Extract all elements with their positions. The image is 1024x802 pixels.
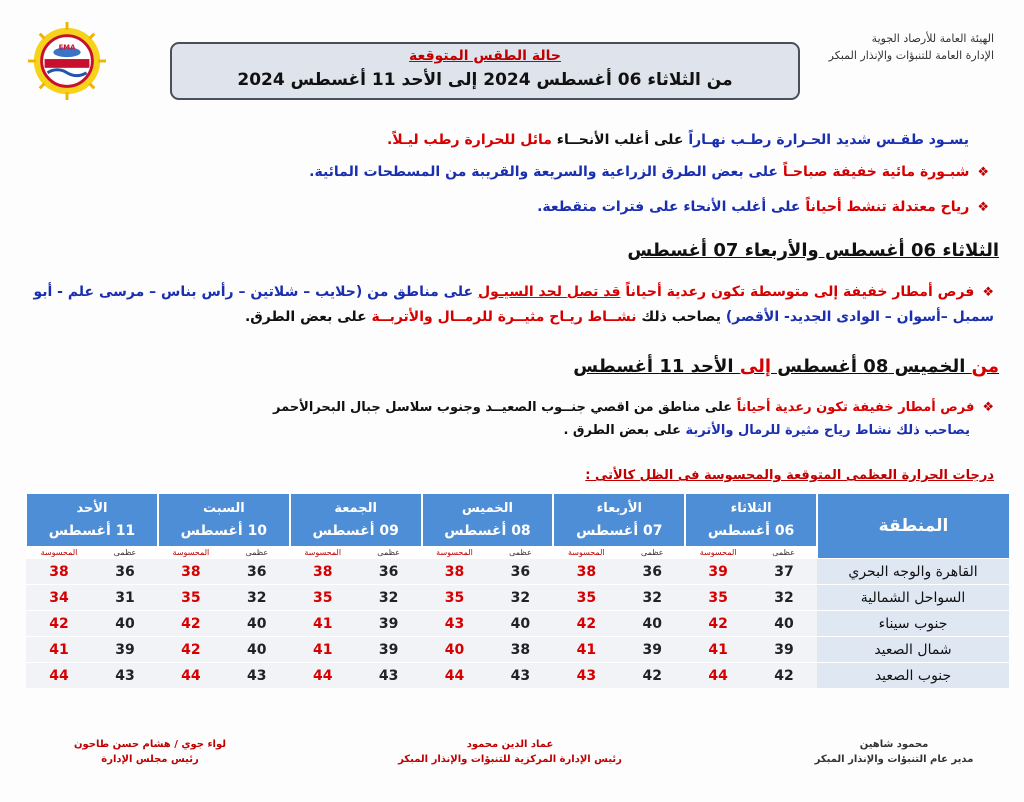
feel-temp-cell: 39 bbox=[685, 559, 751, 585]
summary-line-2 bbox=[29, 159, 989, 186]
feel-temp-cell: 41 bbox=[26, 637, 92, 663]
max-temp-cell: 39 bbox=[92, 637, 158, 663]
signature-name: عماد الدين محمود bbox=[466, 739, 554, 750]
s2-part-c: يصاحب ذلك نشاط رياح مثيرة للرمال والأتربة bbox=[685, 423, 970, 438]
s1-part-e: نشــاط ريـاح مثيــرة للرمــال والأتربــة bbox=[371, 309, 637, 325]
summary-line-1 bbox=[9, 127, 969, 153]
feel-temp-cell: 38 bbox=[26, 559, 92, 585]
signature-title: رئيس الإدارة المركزية للتنبؤات والإنذار المبكر bbox=[398, 754, 622, 765]
max-temp-cell: 40 bbox=[224, 637, 290, 663]
signature-title: رئيس مجلس الإدارة bbox=[101, 754, 199, 765]
feel-temp-cell: 35 bbox=[158, 585, 224, 611]
max-temp-cell: 43 bbox=[356, 663, 422, 689]
day-header: الجمعة 09 أغسطس bbox=[290, 494, 422, 546]
feel-temp-cell: 42 bbox=[26, 611, 92, 637]
sub-header-max: عظمى bbox=[92, 546, 158, 559]
max-temp-cell: 39 bbox=[619, 637, 685, 663]
max-temp-cell: 43 bbox=[224, 663, 290, 689]
signature-title: مدير عام التنبؤات والإنذار المبكر bbox=[814, 754, 974, 765]
section-1-heading: الثلاثاء 06 أغسطس والأربعاء 07 أغسطس bbox=[627, 240, 999, 261]
max-temp-cell: 32 bbox=[224, 585, 290, 611]
feel-temp-cell: 41 bbox=[553, 637, 619, 663]
s1-part-d: يصاحب ذلك bbox=[636, 309, 721, 325]
feel-temp-cell: 34 bbox=[26, 585, 92, 611]
day-header: السبت 10 أغسطس bbox=[158, 494, 290, 546]
feel-temp-cell: 35 bbox=[685, 585, 751, 611]
max-temp-cell: 36 bbox=[92, 559, 158, 585]
sub-header-max: عظمى bbox=[751, 546, 817, 559]
feel-temp-cell: 40 bbox=[422, 637, 488, 663]
forecast-period: من الثلاثاء 06 أغسطس 2024 إلى الأحد 11 أغسطس 2024 bbox=[237, 70, 733, 90]
region-name: جنوب الصعيد bbox=[817, 663, 1009, 689]
sub-header-max: عظمى bbox=[356, 546, 422, 559]
feel-temp-cell: 42 bbox=[685, 611, 751, 637]
sub-header-feel: المحسوسة bbox=[553, 546, 619, 559]
region-name: السواحل الشمالية bbox=[817, 585, 1009, 611]
table-day-header-row bbox=[26, 494, 1009, 546]
feel-temp-cell: 38 bbox=[158, 559, 224, 585]
feel-temp-cell: 44 bbox=[158, 663, 224, 689]
sub-header-feel: المحسوسة bbox=[158, 546, 224, 559]
table-row bbox=[26, 611, 1009, 637]
summary-2b: على بعض الطرق الزراعية والسريعة والقريبة من المسطحات المائية. bbox=[309, 164, 783, 180]
summary-1b: على أغلب الأنحــاء bbox=[551, 132, 689, 148]
summary-3b: على أغلب الأنحاء على فترات متقطعة. bbox=[537, 199, 806, 215]
max-temp-cell: 40 bbox=[751, 611, 817, 637]
feel-temp-cell: 41 bbox=[290, 637, 356, 663]
day-header: الأحد 11 أغسطس bbox=[26, 494, 158, 546]
page-title: حالة الطقس المتوقعة bbox=[409, 48, 561, 64]
org-line-2: الإدارة العامة للتنبؤات والإنذار المبكر bbox=[828, 49, 994, 62]
sub-header-feel: المحسوسة bbox=[685, 546, 751, 559]
bullet-icon: ❖ bbox=[977, 165, 989, 180]
region-name: القاهرة والوجه البحري bbox=[817, 559, 1009, 585]
feel-temp-cell: 38 bbox=[553, 559, 619, 585]
max-temp-cell: 39 bbox=[356, 637, 422, 663]
max-temp-cell: 43 bbox=[92, 663, 158, 689]
max-temp-cell: 40 bbox=[92, 611, 158, 637]
max-temp-cell: 36 bbox=[356, 559, 422, 585]
signature-left bbox=[50, 737, 250, 767]
day-header: الخميس 08 أغسطس bbox=[422, 494, 554, 546]
feel-temp-cell: 44 bbox=[26, 663, 92, 689]
summary-line-3 bbox=[29, 194, 989, 221]
feel-temp-cell: 44 bbox=[685, 663, 751, 689]
logo-text: EMA bbox=[58, 43, 76, 52]
s1-part-b: قد تصل لحد السيـول bbox=[477, 284, 621, 300]
table-row bbox=[26, 559, 1009, 585]
max-temp-cell: 32 bbox=[619, 585, 685, 611]
feel-temp-cell: 38 bbox=[422, 559, 488, 585]
signature-center bbox=[370, 737, 650, 767]
s2-part-d: على بعض الطرق . bbox=[563, 423, 686, 438]
signature-name: لواء جوي / هشام حسن طاحون bbox=[73, 739, 227, 750]
feel-temp-cell: 43 bbox=[422, 611, 488, 637]
bullet-icon: ❖ bbox=[977, 200, 989, 215]
sub-header-max: عظمى bbox=[487, 546, 553, 559]
max-temp-cell: 40 bbox=[619, 611, 685, 637]
section-2-heading bbox=[573, 356, 999, 377]
s1-part-a: فرص أمطار خفيفة إلى متوسطة تكون رعدية أحياناً bbox=[620, 284, 975, 300]
table-row bbox=[26, 637, 1009, 663]
sub-header-feel: المحسوسة bbox=[290, 546, 356, 559]
summary-1a: يسـود طقـس شديد الحـرارة رطـب نهـاراً bbox=[688, 132, 969, 148]
summary-2a: شبـورة مائية خفيفة صباحـاً bbox=[782, 164, 970, 180]
sub-header-feel: المحسوسة bbox=[26, 546, 92, 559]
s1-part-c: على مناطق من (حلايب – شلاتين – رأس بناس – مرسى علم - أبو سمبل –أسوان – الوادى الجديد- الأقصر) bbox=[33, 284, 994, 325]
region-name: شمال الصعيد bbox=[817, 637, 1009, 663]
ema-logo bbox=[28, 22, 106, 100]
feel-temp-cell: 35 bbox=[553, 585, 619, 611]
max-temp-cell: 36 bbox=[224, 559, 290, 585]
max-temp-cell: 36 bbox=[619, 559, 685, 585]
s2-part-b: على مناطق من اقصي جنــوب الصعيــد وجنوب سلاسل جبال البحرالأحمر bbox=[273, 400, 737, 415]
max-temp-cell: 39 bbox=[356, 611, 422, 637]
s2-part-a: فرص أمطار خفيفة تكون رعدية أحياناً bbox=[736, 400, 975, 415]
s2-head-b: الخميس 08 أغسطس bbox=[771, 356, 972, 377]
org-line-1: الهيئة العامة للأرصاد الجوية bbox=[871, 32, 994, 45]
section-2-text bbox=[34, 396, 994, 442]
max-temp-cell: 32 bbox=[751, 585, 817, 611]
feel-temp-cell: 42 bbox=[158, 611, 224, 637]
max-temp-cell: 36 bbox=[487, 559, 553, 585]
feel-temp-cell: 42 bbox=[553, 611, 619, 637]
sub-header-feel: المحسوسة bbox=[422, 546, 488, 559]
feel-temp-cell: 44 bbox=[422, 663, 488, 689]
feel-temp-cell: 38 bbox=[290, 559, 356, 585]
region-column-header: المنطقة bbox=[817, 494, 1009, 559]
table-caption: درجات الحرارة العظمى المتوقعة والمحسوسة فى الظل كالأتى : bbox=[585, 468, 994, 483]
bullet-icon: ❖ bbox=[982, 400, 994, 415]
table-row bbox=[26, 585, 1009, 611]
title-box bbox=[170, 42, 800, 100]
feel-temp-cell: 41 bbox=[290, 611, 356, 637]
s2-head-a: من bbox=[971, 356, 999, 377]
max-temp-cell: 40 bbox=[487, 611, 553, 637]
signature-right bbox=[794, 737, 994, 767]
max-temp-cell: 43 bbox=[487, 663, 553, 689]
feel-temp-cell: 41 bbox=[685, 637, 751, 663]
max-temp-cell: 38 bbox=[487, 637, 553, 663]
feel-temp-cell: 42 bbox=[158, 637, 224, 663]
max-temp-cell: 32 bbox=[356, 585, 422, 611]
table-row bbox=[26, 663, 1009, 689]
feel-temp-cell: 35 bbox=[422, 585, 488, 611]
sub-header-max: عظمى bbox=[224, 546, 290, 559]
summary-3a: رياح معتدلة تنشط أحياناً bbox=[805, 199, 970, 215]
signature-name: محمود شاهين bbox=[859, 739, 929, 750]
bullet-icon: ❖ bbox=[982, 285, 994, 300]
day-header: الثلاثاء 06 أغسطس bbox=[685, 494, 817, 546]
region-name: جنوب سيناء bbox=[817, 611, 1009, 637]
max-temp-cell: 40 bbox=[224, 611, 290, 637]
s2-head-c: إلى bbox=[739, 356, 771, 377]
max-temp-cell: 39 bbox=[751, 637, 817, 663]
feel-temp-cell: 43 bbox=[553, 663, 619, 689]
feel-temp-cell: 35 bbox=[290, 585, 356, 611]
max-temp-cell: 37 bbox=[751, 559, 817, 585]
feel-temp-cell: 44 bbox=[290, 663, 356, 689]
section-1-text bbox=[29, 280, 994, 329]
s1-part-f: على بعض الطرق. bbox=[244, 309, 372, 325]
s2-head-d: الأحد 11 أغسطس bbox=[573, 356, 740, 377]
max-temp-cell: 42 bbox=[619, 663, 685, 689]
temperature-table bbox=[25, 494, 1009, 688]
max-temp-cell: 42 bbox=[751, 663, 817, 689]
sub-header-max: عظمى bbox=[619, 546, 685, 559]
summary-1c: مائل للحرارة رطب ليـلاً. bbox=[386, 132, 552, 148]
organization-name bbox=[754, 30, 994, 64]
max-temp-cell: 32 bbox=[487, 585, 553, 611]
day-header: الأربعاء 07 أغسطس bbox=[553, 494, 685, 546]
max-temp-cell: 31 bbox=[92, 585, 158, 611]
